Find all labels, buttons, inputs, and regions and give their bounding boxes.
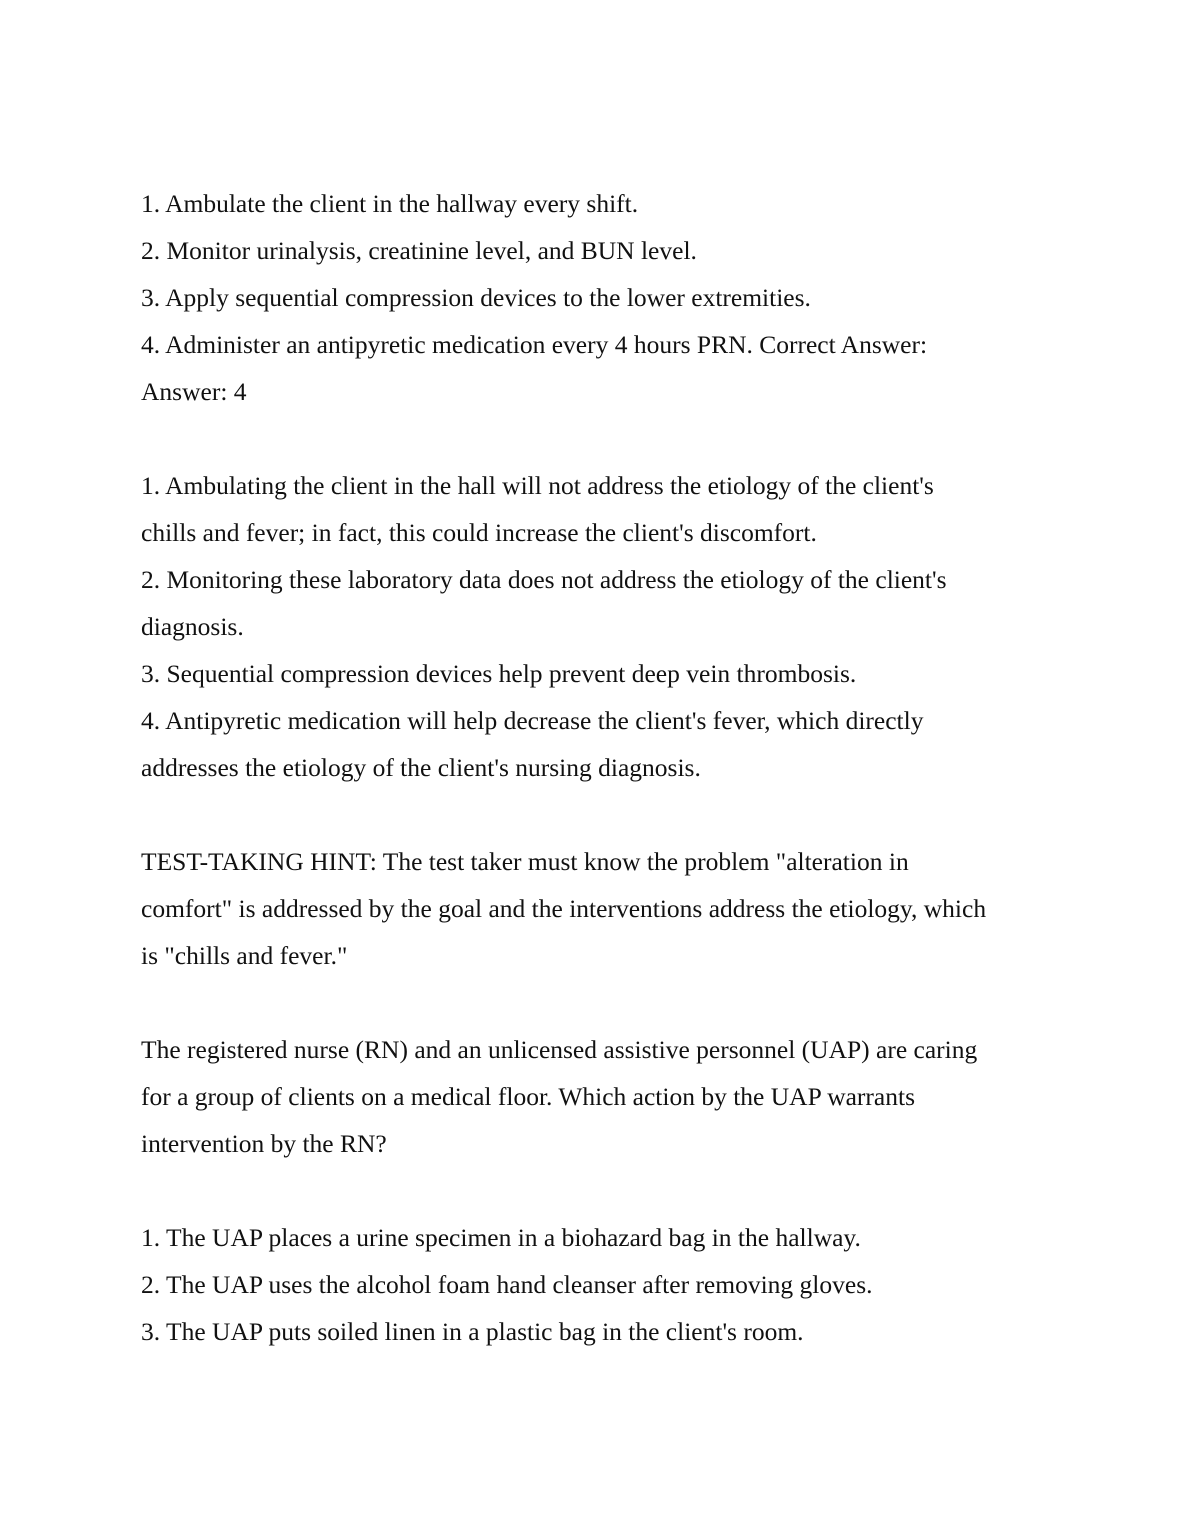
hint-line: is "chills and fever." [141,941,348,970]
question-line: for a group of clients on a medical floor. Which action by the UAP warrants [141,1082,915,1111]
paragraph-spacer [141,791,1061,838]
question-stem [141,1026,1061,1167]
rationale-line: 4. Antipyretic medication will help decrease the client's fever, which directly [141,706,924,735]
option-1: 1. The UAP places a urine specimen in a biohazard bag in the hallway. [141,1223,861,1252]
correct-answer: Answer: 4 [141,377,247,406]
answer-options-current-question [141,1214,1061,1355]
rationale-line: 3. Sequential compression devices help prevent deep vein thrombosis. [141,659,857,688]
question-line: The registered nurse (RN) and an unlicensed assistive personnel (UAP) are caring [141,1035,978,1064]
rationale [141,462,1061,791]
rationale-line: chills and fever; in fact, this could increase the client's discomfort. [141,518,817,547]
option-1: 1. Ambulate the client in the hallway every shift. [141,189,639,218]
hint-line: comfort" is addressed by the goal and the interventions address the etiology, which [141,894,987,923]
paragraph-spacer [141,1167,1061,1214]
rationale-line: diagnosis. [141,612,244,641]
option-3: 3. Apply sequential compression devices to the lower extremities. [141,283,811,312]
option-2: 2. The UAP uses the alcohol foam hand cleanser after removing gloves. [141,1270,873,1299]
option-4-with-correct-answer-label: 4. Administer an antipyretic medication every 4 hours PRN. Correct Answer: [141,330,928,359]
test-taking-hint [141,838,1061,979]
option-2: 2. Monitor urinalysis, creatinine level, and BUN level. [141,236,697,265]
rationale-line: 1. Ambulating the client in the hall will not address the etiology of the client's [141,471,934,500]
rationale-line: 2. Monitoring these laboratory data does not address the etiology of the client's [141,565,947,594]
rationale-line: addresses the etiology of the client's nursing diagnosis. [141,753,701,782]
document-content [141,180,1061,1355]
answer-options-previous-question [141,180,1061,415]
hint-line: TEST-TAKING HINT: The test taker must know the problem "alteration in [141,847,909,876]
paragraph-spacer [141,979,1061,1026]
question-line: intervention by the RN? [141,1129,387,1158]
paragraph-spacer [141,415,1061,462]
option-3: 3. The UAP puts soiled linen in a plastic bag in the client's room. [141,1317,804,1346]
